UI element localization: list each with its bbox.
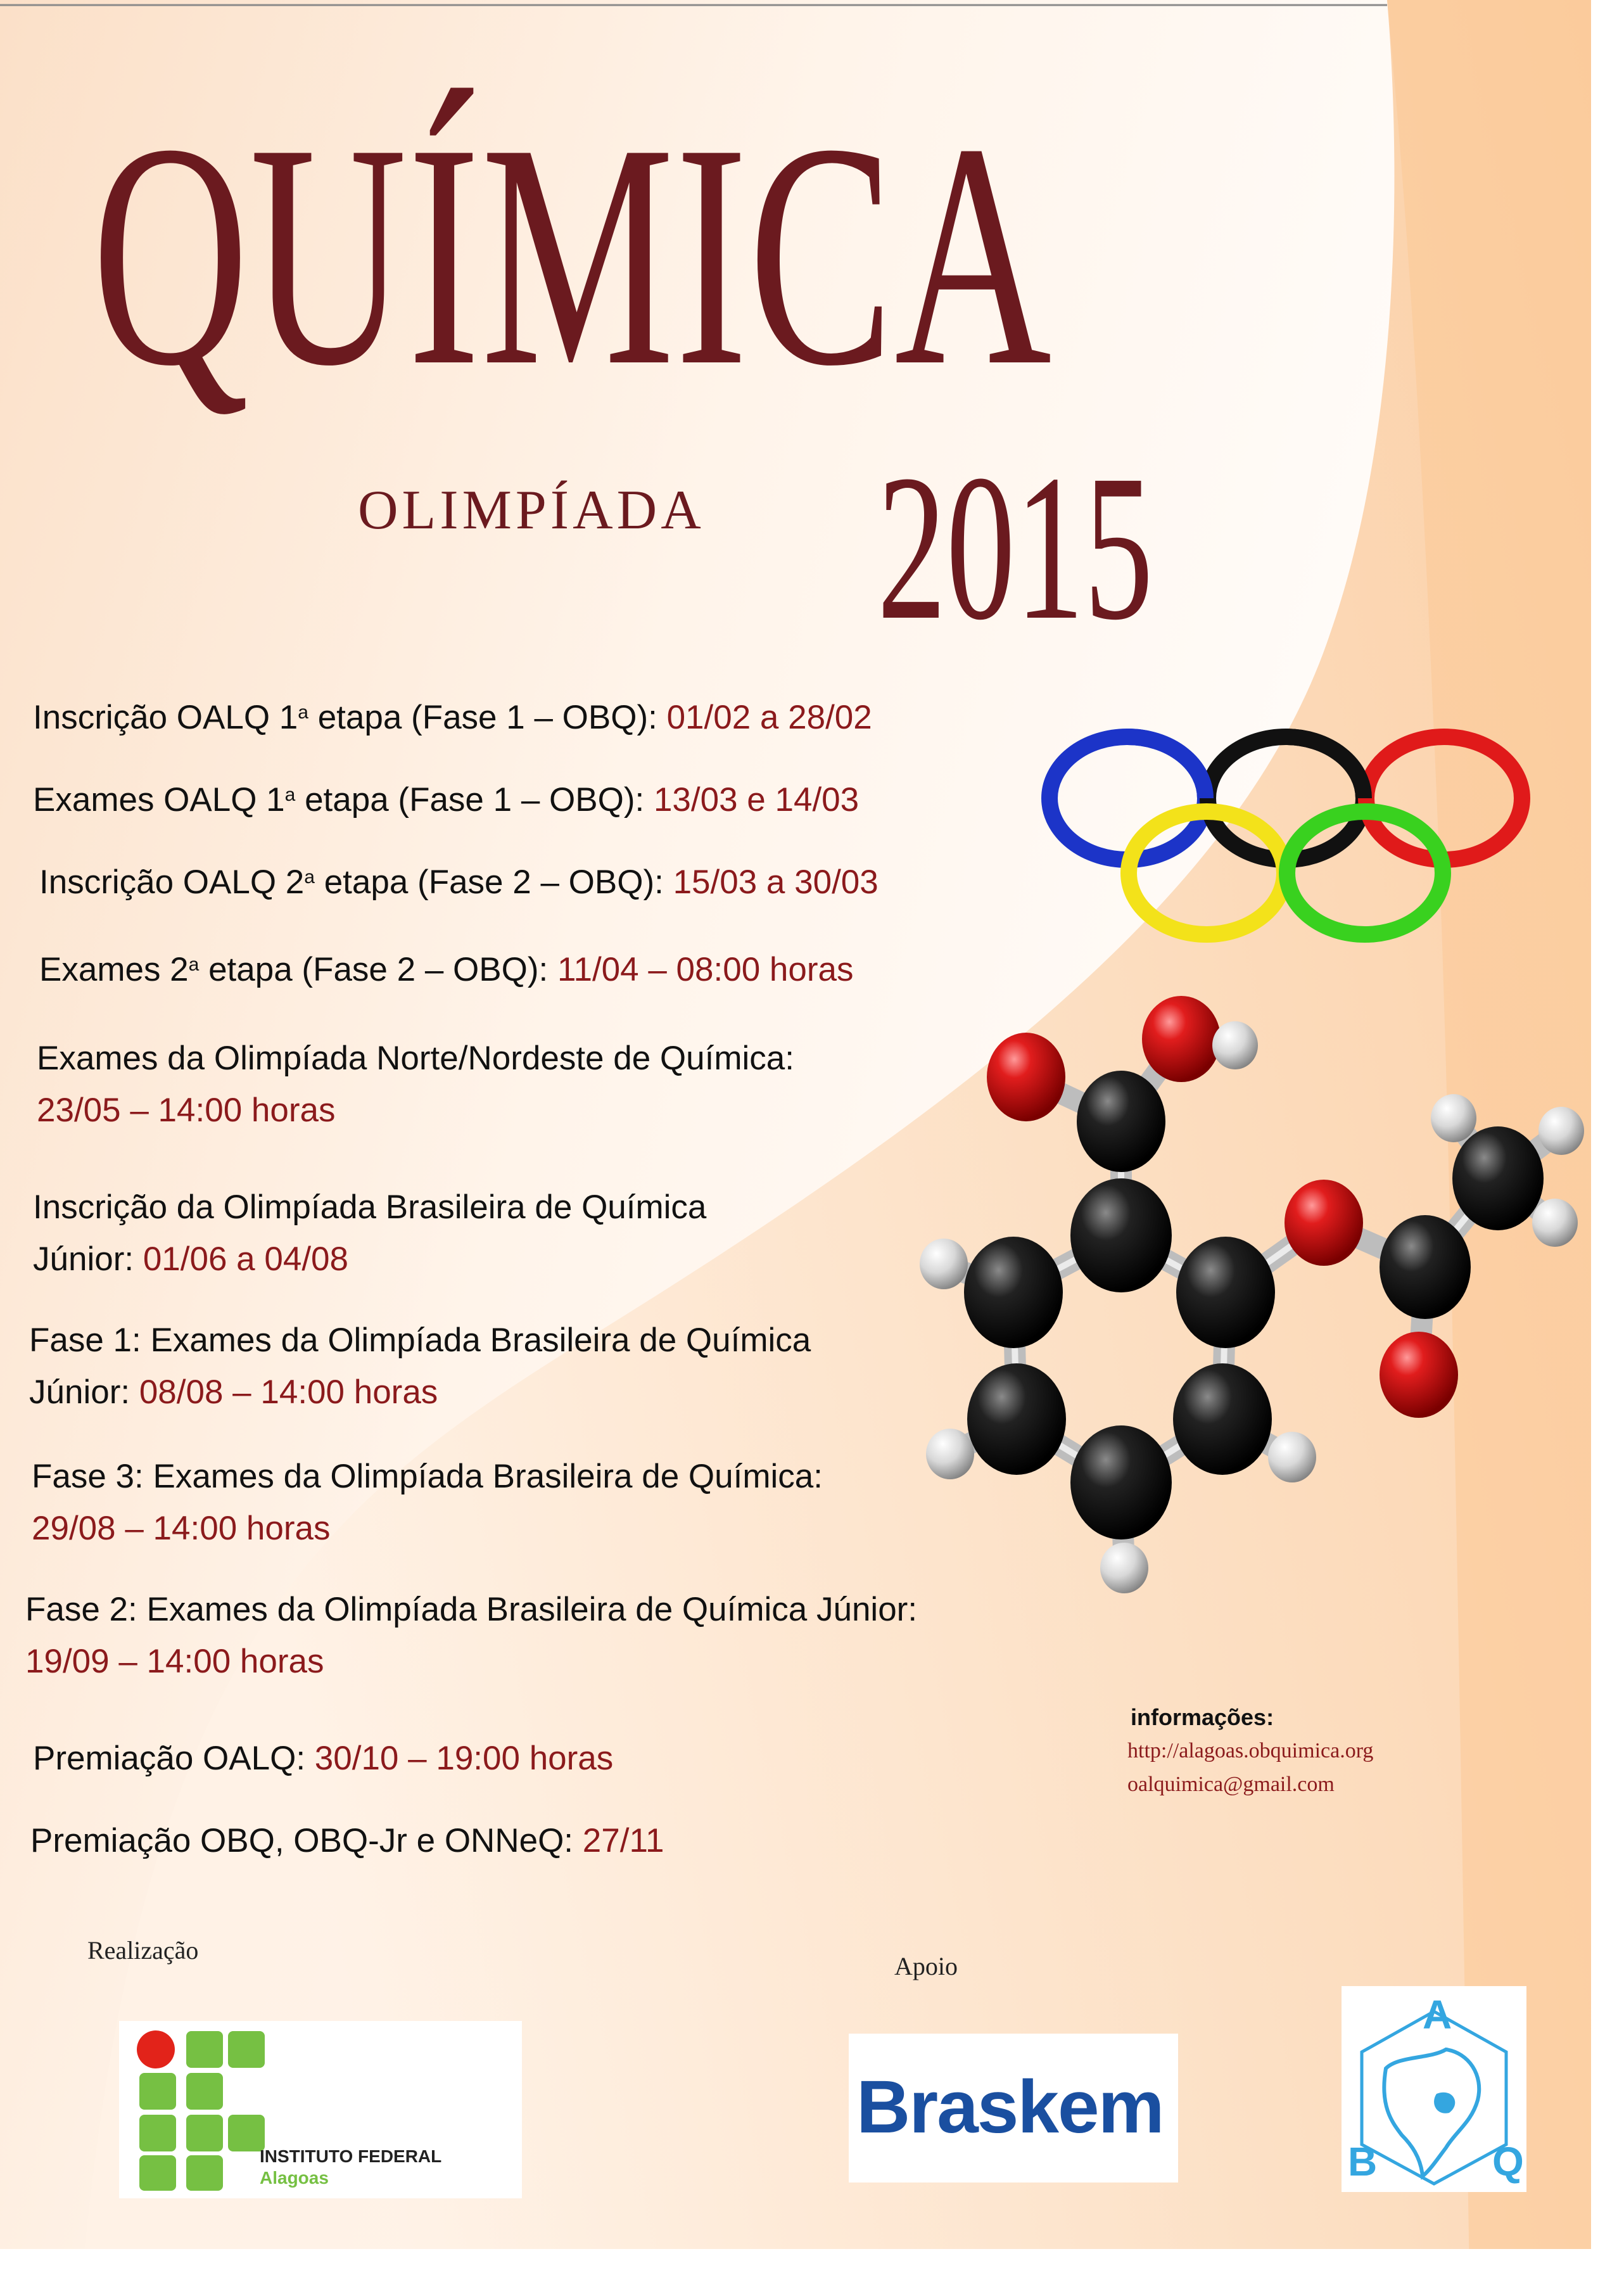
braskem-logo: [849, 2034, 1178, 2183]
ifal-logo: [119, 2021, 522, 2198]
apoio-label: Apoio: [894, 1952, 958, 1980]
ifal-state: Alagoas: [260, 2168, 329, 2188]
year: 2015: [877, 432, 1153, 663]
molecule-icon: [912, 963, 1596, 1635]
abq-letter-q: Q: [1492, 2139, 1524, 2184]
schedule-date: 27/11: [582, 1822, 664, 1859]
schedule-item: Inscrição OALQ 1$^a$ etapa (Fase 1 – OBQ): 01/02 a 28/02: [33, 699, 872, 736]
schedule-date: 13/03 e 14/03: [653, 781, 860, 819]
schedule-item: Inscrição da Olimpíada Brasileira de Química Júnior: 01/06 a 04/08: [33, 1188, 707, 1278]
schedule-item: Fase 2: Exames da Olimpíada Brasileira de Química Júnior: 19/09 – 14:00 horas: [25, 1584, 917, 1688]
abq-letter-a: A: [1423, 1992, 1452, 2037]
schedule-date: 29/08 – 14:00 horas: [32, 1510, 331, 1547]
schedule-date: 30/10 – 19:00 horas: [314, 1740, 614, 1777]
olympic-rings-icon: [1039, 722, 1539, 969]
info-email[interactable]: oalquimica@gmail.com: [1127, 1773, 1335, 1796]
schedule-date: 01/02 a 28/02: [666, 699, 872, 736]
schedule-item: Inscrição OALQ 2$^a$ etapa (Fase 2 – OBQ): 15/03 a 30/03: [39, 863, 879, 901]
info-label: informações:: [1131, 1704, 1274, 1730]
schedule-item: Exames da Olimpíada Norte/Nordeste de Química: 23/05 – 14:00 horas: [37, 1033, 794, 1137]
schedule-date: 01/06 a 04/08: [143, 1240, 348, 1278]
schedule-item: Exames 2$^a$ etapa (Fase 2 – OBQ): 11/04 – 08:00 horas: [39, 951, 854, 988]
abq-logo: [1342, 1986, 1526, 2192]
ifal-logo-icon: [136, 2027, 269, 2192]
schedule-date: 11/04 – 08:00 horas: [557, 951, 854, 988]
schedule-date: 08/08 – 14:00 horas: [139, 1373, 438, 1411]
abq-letter-b: B: [1348, 2139, 1378, 2184]
schedule-date: 23/05 – 14:00 horas: [37, 1092, 336, 1129]
ifal-name: INSTITUTO FEDERAL: [260, 2146, 442, 2166]
braskem-name: Braskem: [856, 2065, 1164, 2149]
info-website[interactable]: http://alagoas.obquimica.org: [1127, 1739, 1374, 1762]
main-title: QUÍMICA: [92, 78, 1053, 432]
subtitle: OLIMPÍADA: [358, 480, 705, 541]
schedule-item: Fase 1: Exames da Olimpíada Brasileira de Química Júnior: 08/08 – 14:00 horas: [29, 1322, 811, 1411]
schedule-date: 19/09 – 14:00 horas: [25, 1643, 324, 1680]
schedule-item: Fase 3: Exames da Olimpíada Brasileira de Química: 29/08 – 14:00 horas: [32, 1451, 823, 1555]
schedule-item: Premiação OALQ: 30/10 – 19:00 horas: [33, 1740, 614, 1777]
schedule-item: Exames OALQ 1$^a$ etapa (Fase 1 – OBQ): 13/03 e 14/03: [33, 781, 860, 819]
schedule-item: Premiação OBQ, OBQ-Jr e ONNeQ: 27/11: [30, 1822, 664, 1859]
realizacao-label: Realização: [87, 1936, 199, 1965]
schedule-date: 15/03 a 30/03: [673, 863, 879, 901]
